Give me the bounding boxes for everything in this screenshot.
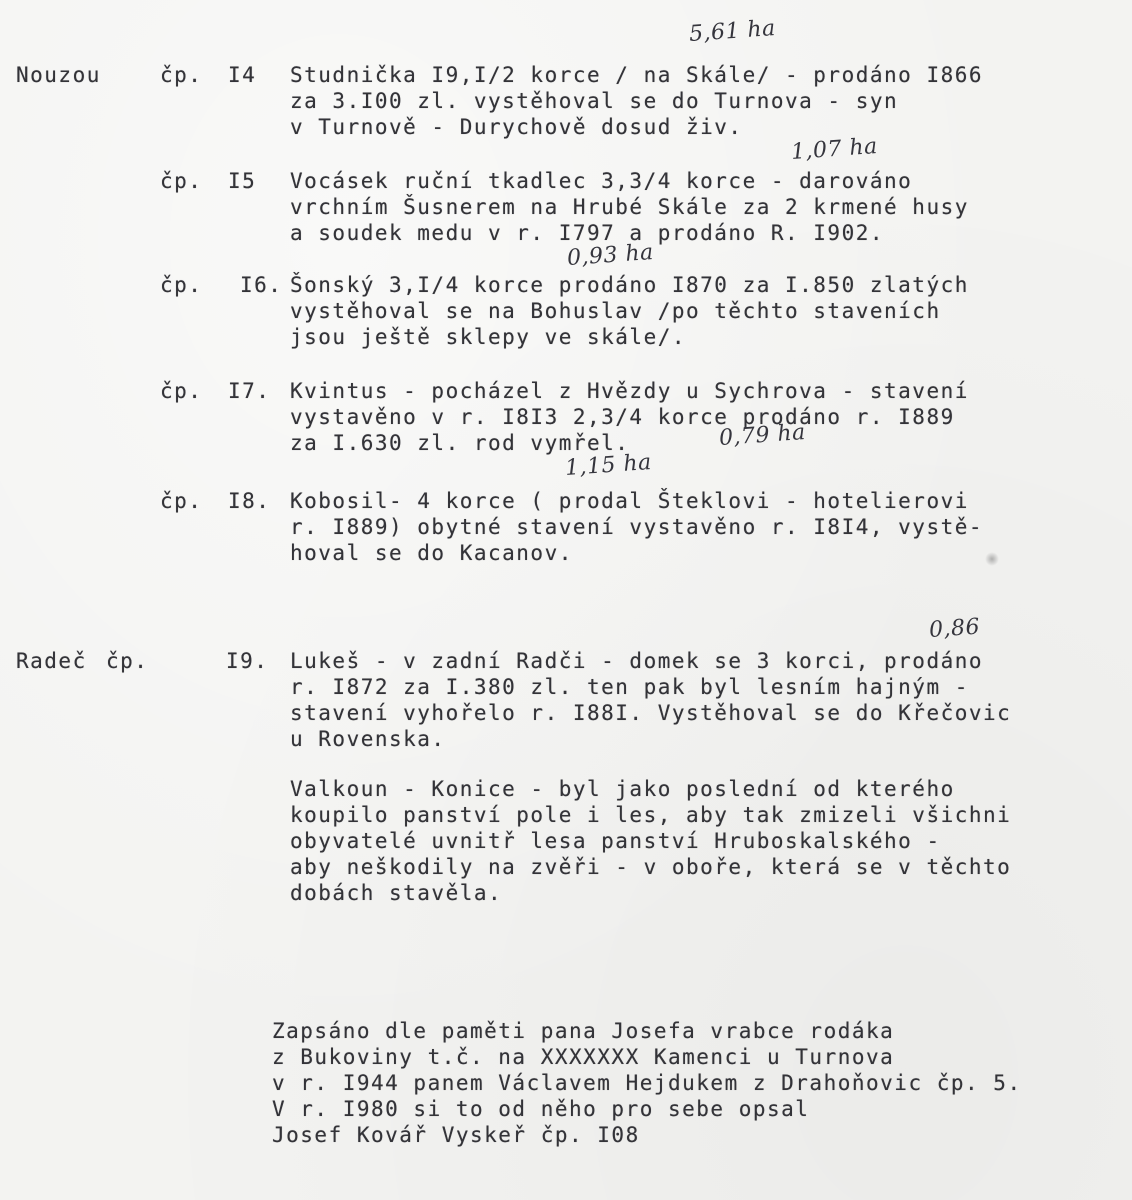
handwritten-area-annotation: 1,07 ha bbox=[790, 134, 879, 165]
handwritten-area-annotation: 0,93 ha bbox=[566, 240, 655, 271]
entry-line: a soudek medu v r. I797 a prodáno R. I902. bbox=[290, 221, 885, 245]
paper-speck bbox=[985, 552, 999, 566]
entry-line: Vocásek ruční tkadlec 3,3/4 korce - darováno bbox=[290, 169, 913, 193]
entry-line: Kobosil- 4 korce ( prodal Šteklovi - hotelierovi bbox=[290, 489, 969, 513]
entry-line: r. I889) obytné stavení vystavěno r. I8I4, vystě- bbox=[290, 515, 984, 539]
handwritten-area-annotation: 0,79 ha bbox=[718, 420, 807, 451]
entry-line: u Rovenska. bbox=[290, 727, 446, 751]
entry-text bbox=[290, 62, 983, 140]
entry-line: r. I872 za I.380 zl. ten pak byl lesním hajným - bbox=[290, 675, 969, 699]
cp-label: čp. bbox=[160, 273, 203, 297]
entry-line: Lukeš - v zadní Radči - domek se 3 korci, prodáno bbox=[290, 649, 984, 673]
house-number: I9. bbox=[226, 649, 269, 673]
handwritten-area-annotation: 1,15 ha bbox=[564, 450, 653, 481]
entry-text bbox=[290, 272, 969, 350]
entry-text bbox=[290, 648, 1011, 752]
house-number: I5 bbox=[228, 169, 257, 193]
entry-line: vystavěno v r. I8I3 2,3/4 korce prodáno r. I889 bbox=[290, 405, 955, 429]
entry-line: v Turnově - Durychově dosud živ. bbox=[290, 115, 743, 139]
footer-line: Josef Kovář Vyskeř čp. I08 bbox=[272, 1123, 640, 1147]
footer-line: z Bukoviny t.č. na XXXXXXX Kamenci u Turnova bbox=[272, 1045, 895, 1069]
handwritten-area-annotation: 5,61 ha bbox=[688, 16, 777, 47]
house-number: I7. bbox=[228, 379, 271, 403]
cp-label: čp. bbox=[160, 169, 203, 193]
note-line: aby neškodily na zvěři - v oboře, která se v těchto bbox=[290, 855, 1012, 879]
entry-line: za I.630 zl. rod vymřel. bbox=[290, 431, 630, 455]
entry-line: vrchním Šusnerem na Hrubé Skále za 2 krmené husy bbox=[290, 195, 969, 219]
cp-label: čp. bbox=[160, 379, 203, 403]
entry-line: jsou ještě sklepy ve skále/. bbox=[290, 325, 687, 349]
house-number: I6. bbox=[240, 273, 283, 297]
cp-label: čp. bbox=[106, 649, 149, 673]
entry-line: stavení vyhořelo r. I88I. Vystěhoval se do Křečovic bbox=[290, 701, 1012, 725]
footer-line: Zapsáno dle paměti pana Josefa vrabce rodáka bbox=[272, 1019, 895, 1043]
village-name: Radeč bbox=[16, 649, 87, 673]
note-line: obyvatelé uvnitř lesa panství Hruboskalského - bbox=[290, 829, 941, 853]
entry-line: za 3.I00 zl. vystěhoval se do Turnova - syn bbox=[290, 89, 899, 113]
cp-label: čp. bbox=[160, 63, 203, 87]
note-line: koupilo panství pole i les, aby tak zmizeli všichni bbox=[290, 803, 1012, 827]
note-line: Valkoun - Konice - byl jako poslední od kterého bbox=[290, 777, 955, 801]
entry-line: Kvintus - pocházel z Hvězdy u Sychrova - stavení bbox=[290, 379, 969, 403]
note-paragraph bbox=[290, 776, 1011, 906]
note-line: dobách stavěla. bbox=[290, 881, 503, 905]
entry-text bbox=[290, 378, 969, 456]
house-number: I4 bbox=[228, 63, 257, 87]
entry-text bbox=[290, 168, 969, 246]
entry-line: hoval se do Kacanov. bbox=[290, 541, 573, 565]
cp-label: čp. bbox=[160, 489, 203, 513]
entry-line: vystěhoval se na Bohuslav /po těchto staveních bbox=[290, 299, 941, 323]
entry-line: Studnička I9,I/2 korce / na Skále/ - prodáno I866 bbox=[290, 63, 984, 87]
footer-line: V r. I980 si to od něho pro sebe opsal bbox=[272, 1097, 810, 1121]
village-name: Nouzou bbox=[16, 63, 101, 87]
footer-attribution bbox=[272, 1018, 1022, 1148]
handwritten-area-annotation: 0,86 bbox=[928, 614, 981, 643]
footer-line: v r. I944 panem Václavem Hejdukem z Drahoňovic čp. 5. bbox=[272, 1071, 1022, 1095]
entry-text bbox=[290, 488, 983, 566]
entry-line: Šonský 3,I/4 korce prodáno I870 za I.850 zlatých bbox=[290, 273, 969, 297]
house-number: I8. bbox=[228, 489, 271, 513]
